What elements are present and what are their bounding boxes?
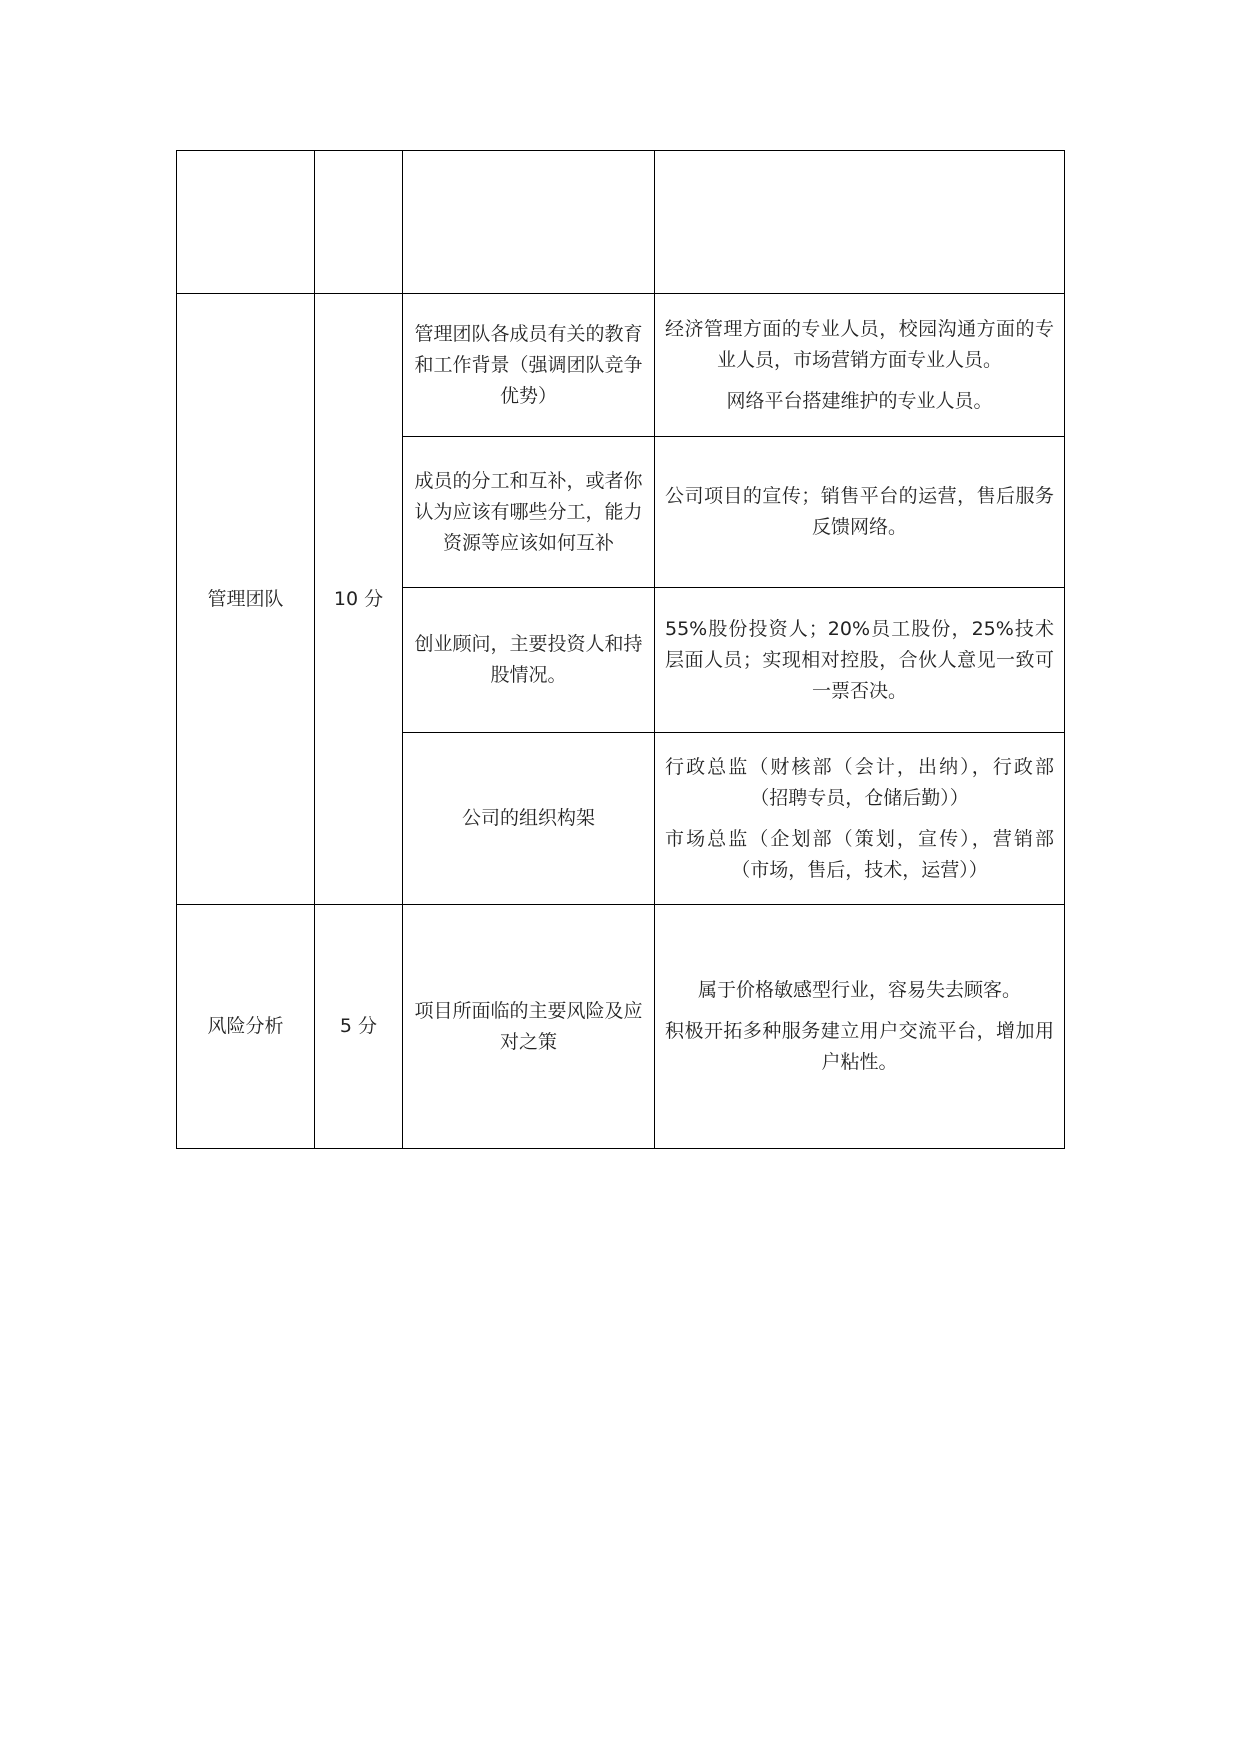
criterion-cell: 成员的分工和互补，或者你认为应该有哪些分工，能力资源等应该如何互补 [403, 437, 655, 588]
section-cell-risk-analysis: 风险分析 [177, 905, 315, 1149]
criterion-cell [403, 151, 655, 294]
detail-cell [655, 151, 1065, 294]
detail-paragraph: 属于价格敏感型行业，容易失去顾客。 [697, 979, 1021, 1001]
table-row [177, 151, 1065, 294]
business-plan-scoring-table [176, 150, 1065, 1149]
detail-paragraph: 经济管理方面的专业人员，校园沟通方面的专业人员，市场营销方面专业人员。 [665, 317, 1054, 371]
section-cell [177, 151, 315, 294]
detail-cell [655, 437, 1065, 588]
table-row [177, 294, 1065, 437]
detail-paragraph: 积极开拓多种服务建立用户交流平台，增加用户粘性。 [665, 1020, 1054, 1073]
detail-paragraph: 网络平台搭建维护的专业人员。 [726, 389, 993, 412]
detail-cell [655, 588, 1065, 733]
detail-cell [655, 294, 1065, 437]
section-cell-management-team: 管理团队 [177, 294, 315, 905]
detail-paragraph: 公司项目的宣传；销售平台的运营，售后服务反馈网络。 [665, 485, 1054, 538]
score-cell [315, 151, 403, 294]
detail-paragraph: 市场总监（企划部（策划，宣传），营销部（市场，售后，技术，运营）） [665, 827, 1054, 881]
table-row [177, 905, 1065, 1149]
score-cell-management-team: 10 分 [315, 294, 403, 905]
score-cell-risk-analysis: 5 分 [315, 905, 403, 1149]
criterion-cell: 项目所面临的主要风险及应对之策 [403, 905, 655, 1149]
detail-cell [655, 905, 1065, 1149]
criterion-cell: 公司的组织构架 [403, 733, 655, 905]
criterion-cell: 创业顾问，主要投资人和持股情况。 [403, 588, 655, 733]
detail-paragraph: 55%股份投资人；20%员工股份，25%技术层面人员；实现相对控股，合伙人意见一致可一票否决。 [665, 617, 1054, 702]
detail-cell [655, 733, 1065, 905]
detail-paragraph: 行政总监（财核部（会计，出纳），行政部（招聘专员，仓储后勤）） [665, 755, 1054, 809]
criterion-cell: 管理团队各成员有关的教育和工作背景（强调团队竞争优势） [403, 294, 655, 437]
